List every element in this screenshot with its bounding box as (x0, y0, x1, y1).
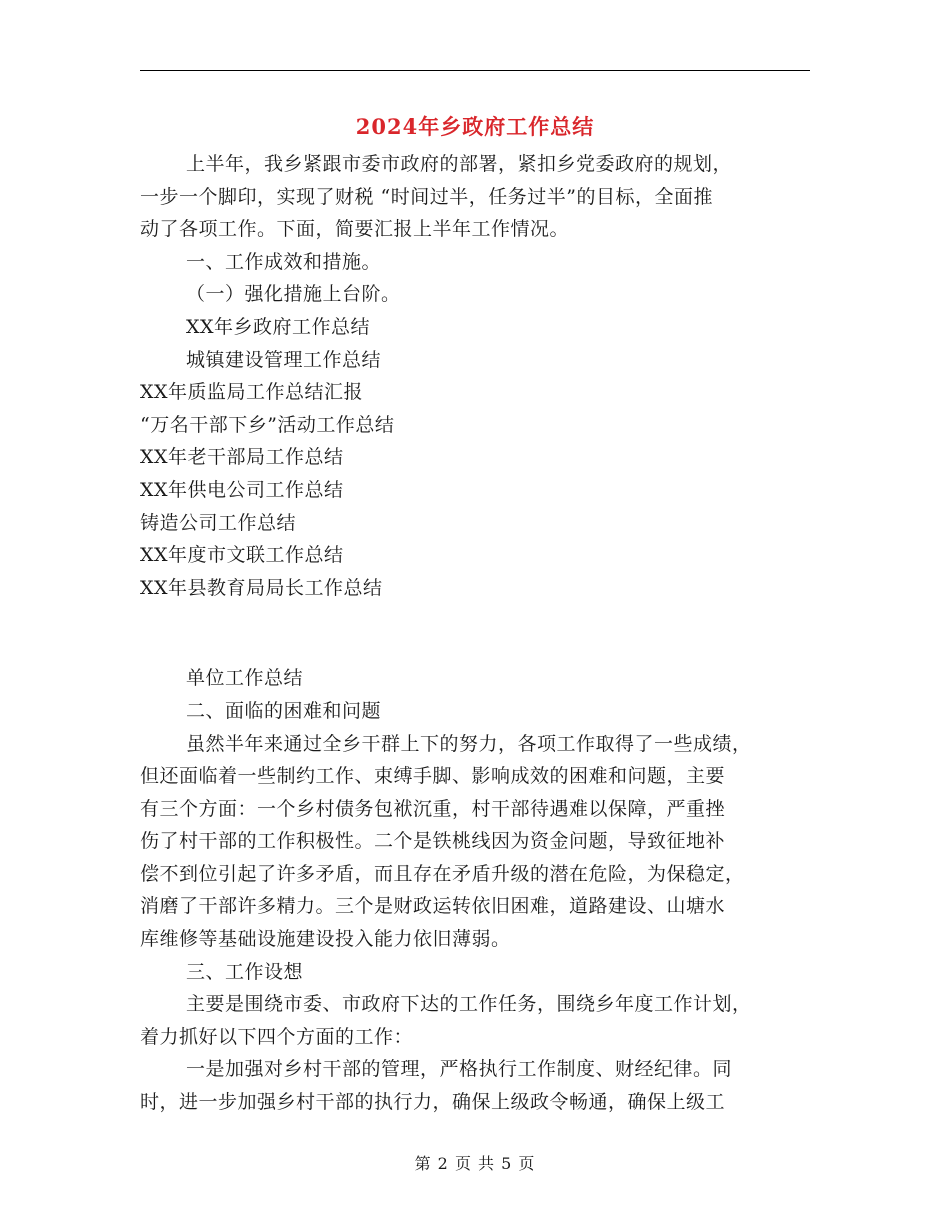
related-link-text: XX年度市文联工作总结 (140, 544, 344, 567)
related-link-text: 城镇建设管理工作总结 (186, 348, 382, 371)
subsection-heading: （一）强化措施上台阶。 (186, 283, 401, 306)
paragraph-line: 主要是围绕市委、市政府下达的工作任务，围绕乡年度工作计划， (186, 993, 752, 1016)
related-link-text: XX年老干部局工作总结 (140, 446, 344, 469)
paragraph-line: 一是加强对乡村干部的管理，严格执行工作制度、财经纪律。同 (186, 1058, 733, 1081)
paragraph-line: 上半年，我乡紧跟市委市政府的部署，紧扣乡党委政府的规划， (186, 153, 733, 175)
paragraph-line: 时，进一步加强乡村干部的执行力，确保上级政令畅通，确保上级工 (140, 1091, 726, 1114)
related-link-text: “万名干部下乡”活动工作总结 (140, 413, 395, 436)
related-link-text: XX年乡政府工作总结 (186, 315, 371, 338)
related-link-text: XX年县教育局局长工作总结 (140, 576, 383, 599)
related-link-text: 单位工作总结 (186, 667, 304, 690)
related-link-text: XX年质监局工作总结汇报 (140, 381, 364, 404)
section-heading: 三、工作设想 (186, 960, 304, 983)
header-rule (140, 70, 810, 71)
document-title: 2024年乡政府工作总结 (355, 114, 595, 139)
page-number-footer: 第 2 页 共 5 页 (414, 1154, 536, 1173)
related-link-text: XX年供电公司工作总结 (140, 478, 344, 501)
paragraph-line: 着力抓好以下四个方面的工作： (140, 1025, 414, 1048)
section-heading: 二、面临的困难和问题 (186, 699, 382, 722)
document-body (140, 148, 810, 1119)
section-heading: 一、工作成效和措施。 (186, 250, 382, 273)
paragraph-line: 库维修等基础设施建设投入能力依旧薄弱。 (140, 928, 511, 951)
blank-space (140, 604, 810, 662)
paragraph-line: 一步一个脚印，实现了财税 “时间过半，任务过半”的目标，全面推 (140, 185, 713, 208)
paragraph-line: 但还面临着一些制约工作、束缚手脚、影响成效的困难和问题，主要 (140, 765, 726, 788)
paragraph-line: 虽然半年来通过全乡干群上下的努力，各项工作取得了一些成绩， (186, 732, 752, 755)
paragraph-line: 偿不到位引起了许多矛盾，而且存在矛盾升级的潜在危险，为保稳定， (140, 862, 745, 885)
related-link-text: 铸造公司工作总结 (140, 511, 297, 534)
paragraph-line: 伤了村干部的工作积极性。二个是铁桃线因为资金问题，导致征地补 (140, 830, 726, 853)
paragraph-line: 消磨了干部许多精力。三个是财政运转依旧困难，道路建设、山塘水 (140, 895, 726, 918)
paragraph-line: 动了各项工作。下面，简要汇报上半年工作情况。 (140, 218, 570, 241)
paragraph-line: 有三个方面：一个乡村债务包袱沉重，村干部待遇难以保障，严重挫 (140, 797, 726, 820)
